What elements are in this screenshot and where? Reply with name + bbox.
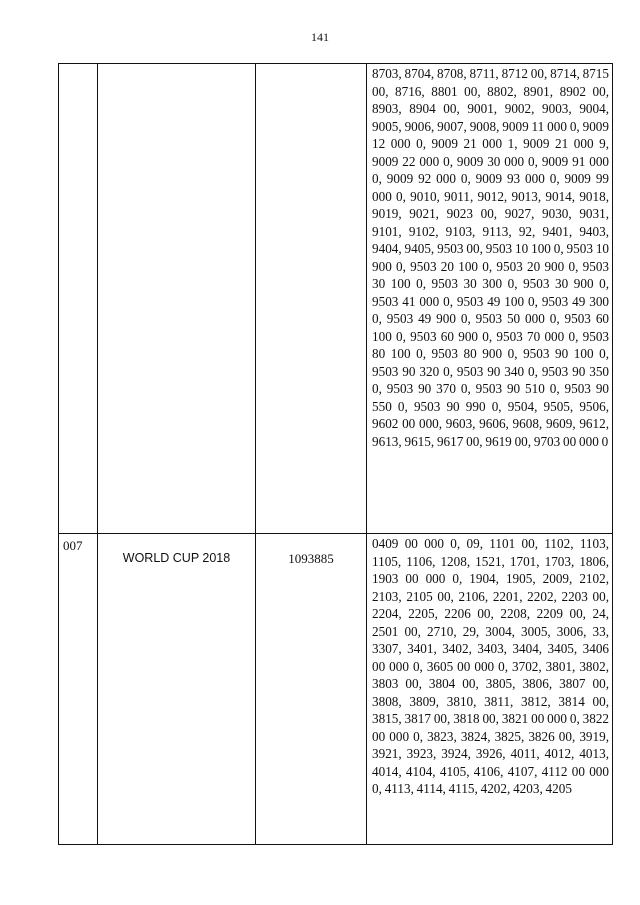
trademark-cell	[98, 64, 256, 534]
row-number-cell	[59, 64, 98, 534]
table-row	[59, 64, 613, 534]
product-codes-cell: 0409 00 000 0, 09, 1101 00, 1102, 1103, 1105, 1106, 1208, 1521, 1701, 1703, 1806, 1903 00 000 0, 1904, 1905, 2009, 2102, 2103, 2105 00, 2106, 2201, 2202, 2203 00, 2204, 2205, 2206 00, 2208, 2209 00, 24, 2501 00, 2710, 29, 3004, 3005, 3006, 33, 3307, 3401, 3402, 3403, 3404, 3405, 3406 00 000 0, 3605 00 000 0, 3702, 3801, 3802, 3803 00, 3804 00, 3805, 3806, 3807 00, 3808, 3809, 3810, 3811, 3812, 3814 00, 3815, 3817 00, 3818 00, 3821 00 000 0, 3822 00 000 0, 3823, 3824, 3825, 3826 00, 3919, 3921, 3923, 3924, 3926, 4011, 4012, 4013, 4014, 4104, 4105, 4106, 4107, 4112 00 000 0, 4113, 4114, 4115, 4202, 4203, 4205	[367, 534, 613, 845]
row-number-cell: 007	[59, 534, 98, 845]
product-codes-cell: 8703, 8704, 8708, 8711, 8712 00, 8714, 8715 00, 8716, 8801 00, 8802, 8901, 8902 00, 8903, 8904 00, 9001, 9002, 9003, 9004, 9005, 9006, 9007, 9008, 9009 11 000 0, 9009 12 000 0, 9009 21 000 1, 9009 21 000 9, 9009 22 000 0, 9009 30 000 0, 9009 91 000 0, 9009 92 000 0, 9009 93 000 0, 9009 99 000 0, 9010, 9011, 9012, 9013, 9014, 9018, 9019, 9021, 9023 00, 9027, 9030, 9031, 9101, 9102, 9103, 9113, 92, 9401, 9403, 9404, 9405, 9503 00, 9503 10 100 0, 9503 10 900 0, 9503 20 100 0, 9503 20 900 0, 9503 30 100 0, 9503 30 300 0, 9503 30 900 0, 9503 41 000 0, 9503 49 100 0, 9503 49 300 0, 9503 49 900 0, 9503 50 000 0, 9503 60 100 0, 9503 60 900 0, 9503 70 000 0, 9503 80 100 0, 9503 80 900 0, 9503 90 100 0, 9503 90 320 0, 9503 90 340 0, 9503 90 350 0, 9503 90 370 0, 9503 90 510 0, 9503 90 550 0, 9503 90 990 0, 9504, 9505, 9506, 9602 00 000, 9603, 9606, 9608, 9609, 9612, 9613, 9615, 9617 00, 9619 00, 9703 00 000 0	[367, 64, 613, 534]
trademark-cell: WORLD CUP 2018	[98, 534, 256, 845]
registration-number-cell: 1093885	[256, 534, 367, 845]
registration-number-cell	[256, 64, 367, 534]
table-row	[59, 534, 613, 845]
page-number: 141	[311, 30, 329, 44]
goods-codes-table	[58, 63, 613, 845]
